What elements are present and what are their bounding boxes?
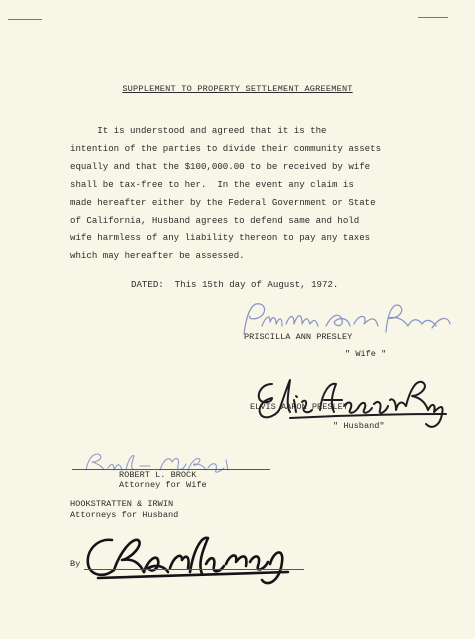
husband-name: ELVIS AARON PRESLEY (250, 402, 348, 412)
wife-role: " Wife " (345, 349, 387, 359)
by-label: By (70, 559, 81, 569)
paragraph-line: of California, Husband agrees to defend same and hold (70, 214, 360, 226)
document-title: SUPPLEMENT TO PROPERTY SETTLEMENT AGREEMENT (122, 84, 353, 94)
wife-name: PRISCILLA ANN PRESLEY (244, 332, 353, 342)
dated-line: DATED: This 15th day of August, 1972. (131, 279, 339, 290)
fold-mark-left (8, 19, 42, 20)
wife-attorney-role: Attorney for Wife (119, 480, 207, 490)
paragraph-line: equally and that the $100,000.00 to be received by wife (70, 160, 371, 172)
fold-mark-right (418, 17, 448, 18)
wife-attorney-name: ROBERT L. BROCK (119, 470, 197, 480)
husband-role: " Husband" (333, 421, 385, 431)
paragraph-line: made hereafter either by the Federal Government or State (70, 196, 376, 208)
husband-attorney-signature (78, 528, 308, 594)
husband-attorney-firm: HOOKSTRATTEN & IRWIN (70, 499, 174, 509)
agreement-paragraph (70, 122, 410, 265)
husband-attorney-line (84, 569, 304, 570)
paragraph-line: It is understood and agreed that it is the (70, 125, 327, 136)
husband-attorney-role: Attorneys for Husband (70, 510, 179, 520)
paragraph-line: wife harmless of any liability thereon to pay any taxes (70, 232, 371, 244)
paragraph-line: which may hereafter be assessed. (70, 250, 245, 262)
paragraph-line: intention of the parties to divide their community assets (70, 142, 382, 154)
paragraph-line: shall be tax-free to her. In the event any claim is (70, 178, 354, 190)
